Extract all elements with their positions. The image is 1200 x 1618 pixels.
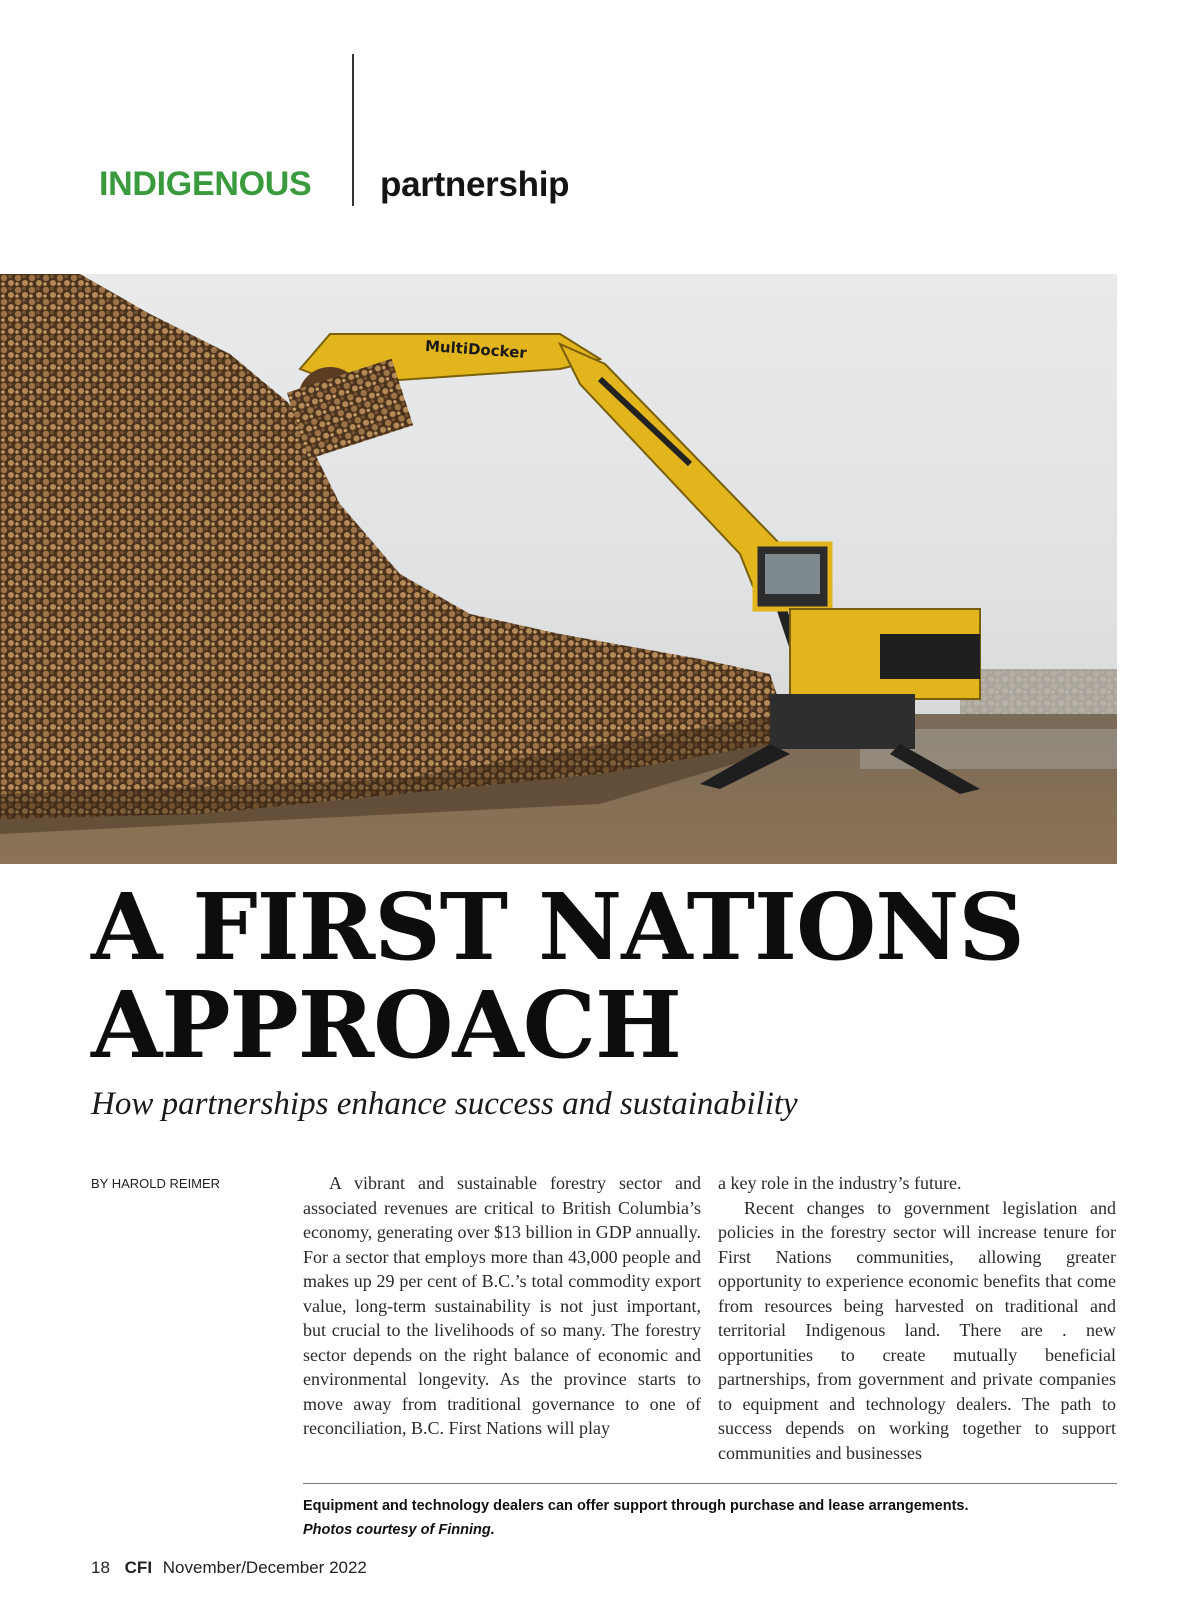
section-header xyxy=(0,0,1200,250)
hero-photo xyxy=(0,274,1117,864)
section-subtitle: partnership xyxy=(380,165,570,204)
header-divider xyxy=(352,54,354,206)
photo-caption xyxy=(303,1494,1117,1542)
body-column-1 xyxy=(303,1171,701,1441)
caption-text: Equipment and technology dealers can offer support through purchase and lease arrangements. xyxy=(303,1498,969,1514)
byline: BY HAROLD REIMER xyxy=(91,1176,221,1191)
photo-credit: Photos courtesy of Finning. xyxy=(303,1522,495,1538)
article-headline: A FIRST NATIONS APPROACH xyxy=(91,873,1024,1079)
page-folio xyxy=(91,1558,367,1578)
section-tag: INDIGENOUS xyxy=(99,165,312,203)
body-column-2 xyxy=(718,1171,1116,1465)
page-number: 18 xyxy=(91,1558,110,1577)
issue-date: November/December 2022 xyxy=(162,1558,367,1577)
magazine-name: CFI xyxy=(124,1558,153,1577)
log-yard-illustration xyxy=(0,274,1117,864)
body-paragraph: A vibrant and sustainable forestry sector and associated revenues are critical to British Columbia’s economy, generating over $13 billion in GDP annually. For a sector that employs more than 43,000 people and makes up 29 per cent of B.C.’s total commodity export value, long-term sustainability is not just important, but crucial to the livelihoods of so many. The forestry sector depends on the right balance of economic and environmental longevity. As the province starts to move away from traditional governance to one of reconciliation, B.C. First Nations will play xyxy=(303,1173,701,1438)
body-paragraph: Recent changes to government legislation and policies in the forestry sector will increase tenure for First Nations communities, allowing greater opportunity to experience economic benefits that come from resources being harvested on traditional and territorial Indigenous land. There are . new opportunities to create mutually beneficial partnerships, from government and private companies to equipment and technology dealers. The path to success depends on working together to support communities and businesses xyxy=(718,1197,1116,1463)
caption-divider xyxy=(303,1483,1117,1484)
article-deck: How partnerships enhance success and sustainability xyxy=(91,1086,798,1122)
body-paragraph: a key role in the industry’s future. xyxy=(718,1173,962,1193)
machine-brand-label: MultiDocker xyxy=(424,336,528,362)
